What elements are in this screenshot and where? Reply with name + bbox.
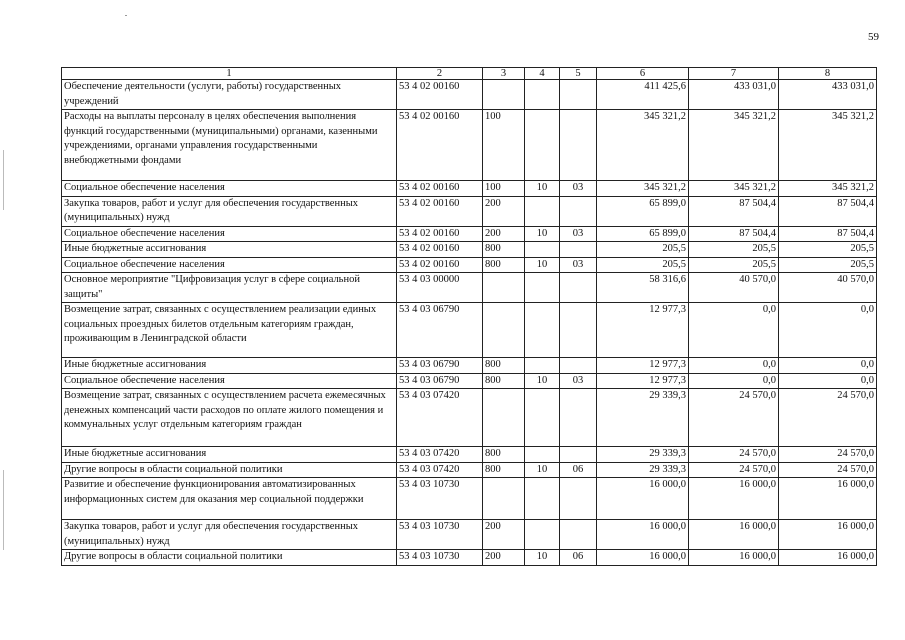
section-cell: [525, 242, 560, 258]
subsection-cell: [560, 358, 597, 374]
subsection-cell: [560, 110, 597, 181]
row-name-cell: Иные бюджетные ассигнования: [62, 242, 397, 258]
target-article-code-cell: 53 4 02 00160: [397, 110, 483, 181]
expense-type-cell: 800: [483, 257, 525, 273]
row-name-cell: Обеспечение деятельности (услуги, работы) государственных учреждений: [62, 80, 397, 110]
table-row: [62, 520, 877, 550]
budget-table-body: [62, 68, 877, 566]
row-name-cell: Расходы на выплаты персоналу в целях обеспечения выполнения функций государственными (муниципальными) органами, казенными учреждениями, органами управления государственными внебюджетными фондами: [62, 110, 397, 181]
expense-type-cell: 800: [483, 447, 525, 463]
table-row: [62, 226, 877, 242]
target-article-code-cell: 53 4 03 07420: [397, 462, 483, 478]
amount-col7-cell: 16 000,0: [689, 550, 779, 566]
target-article-code-cell: 53 4 02 00160: [397, 226, 483, 242]
table-row: [62, 196, 877, 226]
table-row: [62, 373, 877, 389]
subsection-cell: 03: [560, 373, 597, 389]
subsection-cell: [560, 447, 597, 463]
amount-col7-cell: 205,5: [689, 242, 779, 258]
expense-type-cell: 800: [483, 242, 525, 258]
expense-type-cell: 800: [483, 358, 525, 374]
amount-col6-cell: 205,5: [597, 242, 689, 258]
expense-type-cell: 200: [483, 550, 525, 566]
amount-col7-cell: 16 000,0: [689, 478, 779, 520]
amount-col7-cell: 87 504,4: [689, 196, 779, 226]
amount-col7-cell: 24 570,0: [689, 447, 779, 463]
amount-col8-cell: 24 570,0: [779, 447, 877, 463]
section-cell: [525, 478, 560, 520]
amount-col6-cell: 58 316,6: [597, 273, 689, 303]
target-article-code-cell: 53 4 02 00160: [397, 242, 483, 258]
table-row: [62, 273, 877, 303]
budget-table: [61, 67, 877, 566]
header-row: [62, 68, 877, 80]
amount-col8-cell: 24 570,0: [779, 462, 877, 478]
table-row: [62, 242, 877, 258]
target-article-code-cell: 53 4 03 07420: [397, 389, 483, 447]
amount-col7-cell: 0,0: [689, 373, 779, 389]
amount-col6-cell: 411 425,6: [597, 80, 689, 110]
expense-type-cell: 800: [483, 462, 525, 478]
amount-col7-cell: 205,5: [689, 257, 779, 273]
amount-col6-cell: 12 977,3: [597, 373, 689, 389]
amount-col8-cell: 16 000,0: [779, 520, 877, 550]
subsection-cell: 03: [560, 257, 597, 273]
header-cell: 8: [779, 68, 877, 80]
page-number: 59: [868, 31, 879, 43]
target-article-code-cell: 53 4 03 06790: [397, 358, 483, 374]
row-name-cell: Основное мероприятие "Цифровизация услуг в сфере социальной защиты": [62, 273, 397, 303]
target-article-code-cell: 53 4 03 07420: [397, 447, 483, 463]
header-cell: 2: [397, 68, 483, 80]
header-cell: 7: [689, 68, 779, 80]
row-name-cell: Закупка товаров, работ и услуг для обеспечения государственных (муниципальных) нужд: [62, 196, 397, 226]
expense-type-cell: 200: [483, 226, 525, 242]
amount-col6-cell: 345 321,2: [597, 110, 689, 181]
amount-col8-cell: 24 570,0: [779, 389, 877, 447]
target-article-code-cell: 53 4 02 00160: [397, 257, 483, 273]
subsection-cell: 03: [560, 226, 597, 242]
table-row: [62, 110, 877, 181]
amount-col8-cell: 40 570,0: [779, 273, 877, 303]
amount-col7-cell: 0,0: [689, 303, 779, 358]
amount-col7-cell: 433 031,0: [689, 80, 779, 110]
expense-type-cell: [483, 273, 525, 303]
amount-col6-cell: 65 899,0: [597, 196, 689, 226]
amount-col6-cell: 345 321,2: [597, 181, 689, 197]
table-row: [62, 303, 877, 358]
header-cell: 4: [525, 68, 560, 80]
header-cell: 6: [597, 68, 689, 80]
row-name-cell: Другие вопросы в области социальной политики: [62, 550, 397, 566]
amount-col6-cell: 12 977,3: [597, 358, 689, 374]
target-article-code-cell: 53 4 03 10730: [397, 478, 483, 520]
amount-col8-cell: 87 504,4: [779, 196, 877, 226]
subsection-cell: [560, 303, 597, 358]
section-cell: [525, 303, 560, 358]
target-article-code-cell: 53 4 03 10730: [397, 550, 483, 566]
header-cell: 5: [560, 68, 597, 80]
subsection-cell: [560, 389, 597, 447]
row-name-cell: Социальное обеспечение населения: [62, 226, 397, 242]
amount-col8-cell: 345 321,2: [779, 181, 877, 197]
section-cell: 10: [525, 550, 560, 566]
subsection-cell: [560, 520, 597, 550]
amount-col6-cell: 16 000,0: [597, 478, 689, 520]
scan-margin-mark: [3, 470, 4, 550]
amount-col7-cell: 24 570,0: [689, 462, 779, 478]
table-row: [62, 389, 877, 447]
amount-col6-cell: 29 339,3: [597, 447, 689, 463]
table-row: [62, 478, 877, 520]
subsection-cell: 06: [560, 550, 597, 566]
section-cell: [525, 273, 560, 303]
subsection-cell: [560, 478, 597, 520]
section-cell: 10: [525, 226, 560, 242]
amount-col8-cell: 0,0: [779, 358, 877, 374]
amount-col6-cell: 29 339,3: [597, 389, 689, 447]
row-name-cell: Возмещение затрат, связанных с осуществлением расчета ежемесячных денежных компенсаций части расходов по оплате жилого помещения и коммунальных услуг отдельным категориям граждан: [62, 389, 397, 447]
amount-col7-cell: 345 321,2: [689, 110, 779, 181]
section-cell: 10: [525, 257, 560, 273]
amount-col7-cell: 87 504,4: [689, 226, 779, 242]
amount-col8-cell: 433 031,0: [779, 80, 877, 110]
subsection-cell: 03: [560, 181, 597, 197]
target-article-code-cell: 53 4 02 00160: [397, 181, 483, 197]
target-article-code-cell: 53 4 03 06790: [397, 373, 483, 389]
amount-col8-cell: 205,5: [779, 242, 877, 258]
table-row: [62, 257, 877, 273]
row-name-cell: Возмещение затрат, связанных с осуществлением реализации единых социальных проездных билетов отдельным категориям граждан, проживающим в Ленинградской области: [62, 303, 397, 358]
amount-col7-cell: 40 570,0: [689, 273, 779, 303]
table-row: [62, 447, 877, 463]
section-cell: [525, 447, 560, 463]
expense-type-cell: 200: [483, 196, 525, 226]
amount-col8-cell: 16 000,0: [779, 550, 877, 566]
amount-col7-cell: 16 000,0: [689, 520, 779, 550]
amount-col8-cell: 345 321,2: [779, 110, 877, 181]
expense-type-cell: 100: [483, 110, 525, 181]
row-name-cell: Социальное обеспечение населения: [62, 257, 397, 273]
row-name-cell: Закупка товаров, работ и услуг для обеспечения государственных (муниципальных) нужд: [62, 520, 397, 550]
expense-type-cell: 800: [483, 373, 525, 389]
amount-col8-cell: 0,0: [779, 303, 877, 358]
scan-margin-mark: [3, 150, 4, 210]
amount-col8-cell: 205,5: [779, 257, 877, 273]
expense-type-cell: [483, 478, 525, 520]
section-cell: [525, 389, 560, 447]
amount-col6-cell: 12 977,3: [597, 303, 689, 358]
row-name-cell: Другие вопросы в области социальной политики: [62, 462, 397, 478]
amount-col6-cell: 65 899,0: [597, 226, 689, 242]
subsection-cell: [560, 242, 597, 258]
target-article-code-cell: 53 4 02 00160: [397, 196, 483, 226]
row-name-cell: Социальное обеспечение населения: [62, 181, 397, 197]
section-cell: [525, 110, 560, 181]
row-name-cell: Развитие и обеспечение функционирования автоматизированных информационных систем для оказания мер социальной поддержки: [62, 478, 397, 520]
amount-col7-cell: 0,0: [689, 358, 779, 374]
header-cell: 3: [483, 68, 525, 80]
expense-type-cell: [483, 80, 525, 110]
expense-type-cell: 200: [483, 520, 525, 550]
expense-type-cell: 100: [483, 181, 525, 197]
amount-col6-cell: 16 000,0: [597, 520, 689, 550]
amount-col6-cell: 16 000,0: [597, 550, 689, 566]
subsection-cell: [560, 196, 597, 226]
row-name-cell: Иные бюджетные ассигнования: [62, 358, 397, 374]
expense-type-cell: [483, 303, 525, 358]
amount-col8-cell: 0,0: [779, 373, 877, 389]
amount-col6-cell: 29 339,3: [597, 462, 689, 478]
amount-col8-cell: 87 504,4: [779, 226, 877, 242]
target-article-code-cell: 53 4 02 00160: [397, 80, 483, 110]
amount-col7-cell: 24 570,0: [689, 389, 779, 447]
section-cell: 10: [525, 373, 560, 389]
section-cell: [525, 196, 560, 226]
row-name-cell: Социальное обеспечение населения: [62, 373, 397, 389]
subsection-cell: [560, 273, 597, 303]
subsection-cell: 06: [560, 462, 597, 478]
amount-col7-cell: 345 321,2: [689, 181, 779, 197]
section-cell: 10: [525, 181, 560, 197]
section-cell: 10: [525, 462, 560, 478]
expense-type-cell: [483, 389, 525, 447]
amount-col6-cell: 205,5: [597, 257, 689, 273]
section-cell: [525, 520, 560, 550]
section-cell: [525, 358, 560, 374]
subsection-cell: [560, 80, 597, 110]
target-article-code-cell: 53 4 03 10730: [397, 520, 483, 550]
table-row: [62, 358, 877, 374]
header-cell: 1: [62, 68, 397, 80]
scan-speck: [125, 15, 127, 16]
table-row: [62, 80, 877, 110]
section-cell: [525, 80, 560, 110]
target-article-code-cell: 53 4 03 06790: [397, 303, 483, 358]
amount-col8-cell: 16 000,0: [779, 478, 877, 520]
table-row: [62, 462, 877, 478]
target-article-code-cell: 53 4 03 00000: [397, 273, 483, 303]
table-row: [62, 181, 877, 197]
row-name-cell: Иные бюджетные ассигнования: [62, 447, 397, 463]
table-row: [62, 550, 877, 566]
